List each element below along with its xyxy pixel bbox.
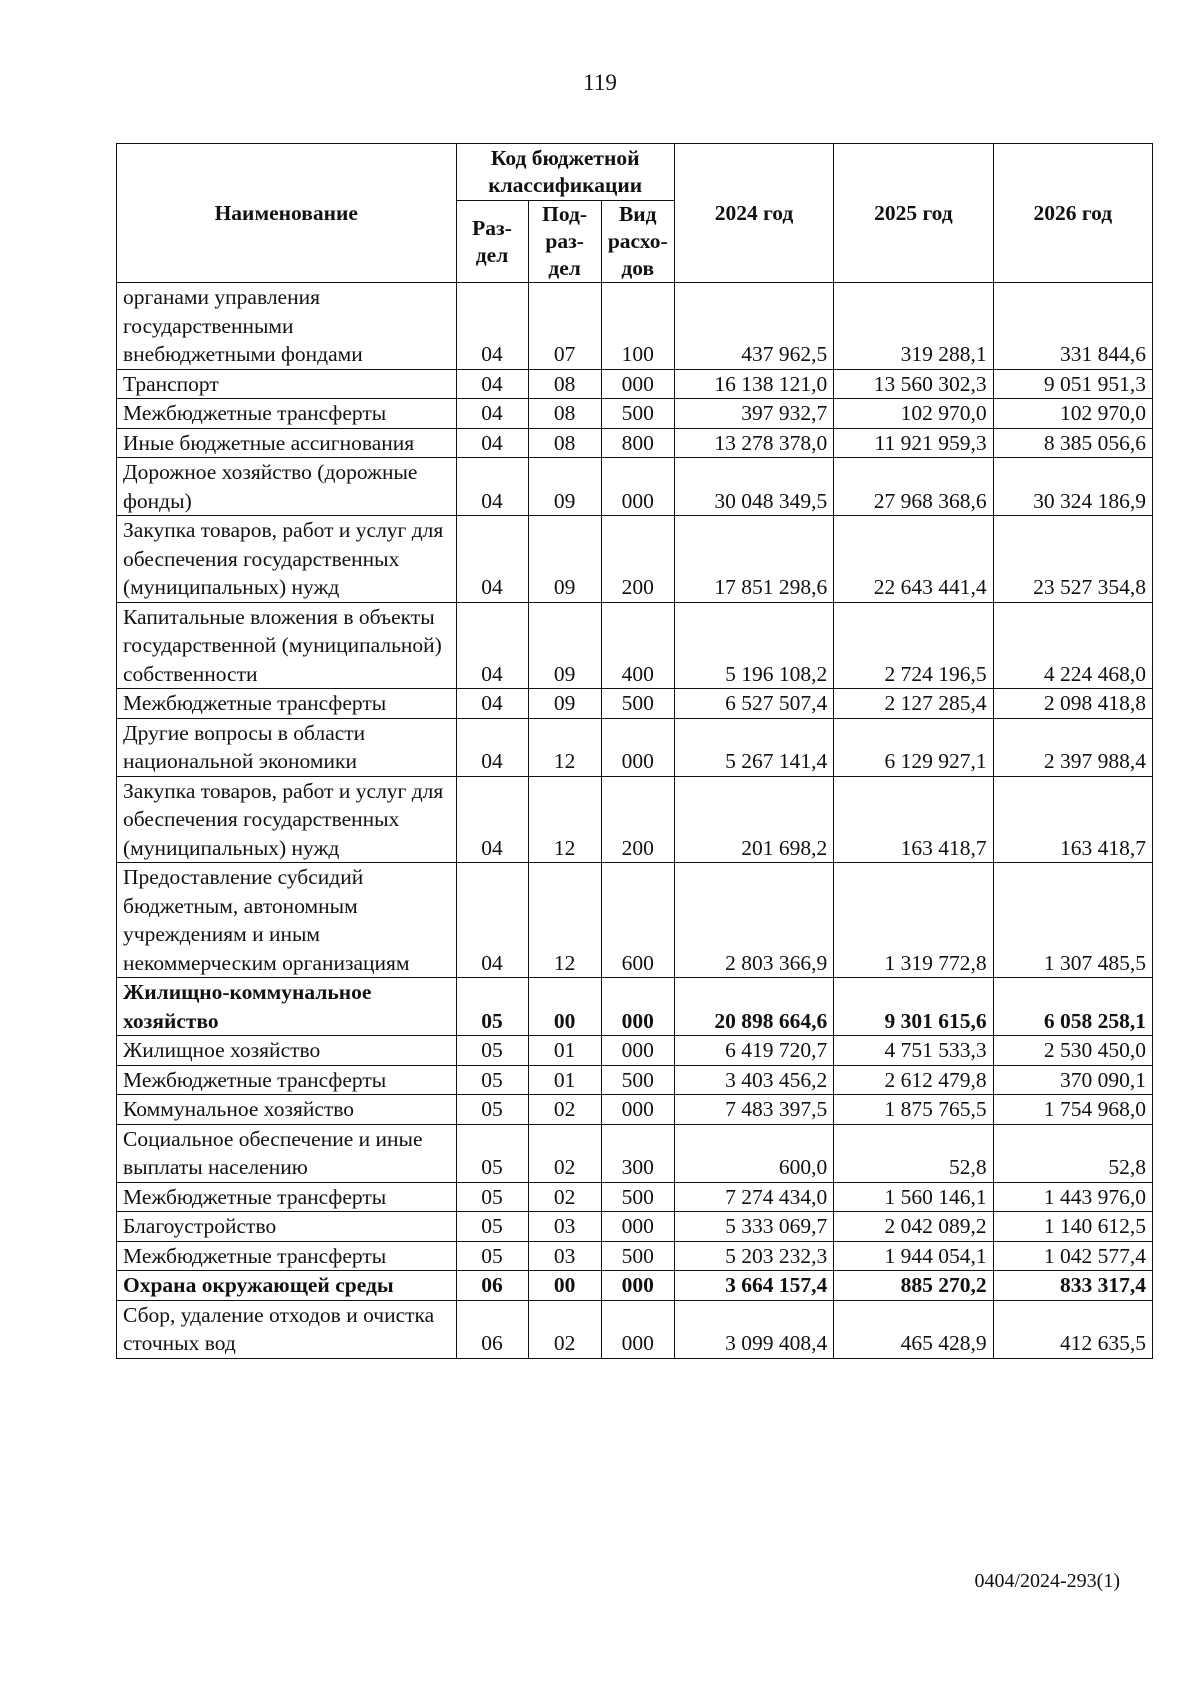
- row-razdel: 04: [456, 602, 528, 689]
- row-value-2025: 885 270,2: [834, 1271, 993, 1301]
- row-razdel: 05: [456, 1241, 528, 1271]
- table-row: [117, 428, 1153, 458]
- table-row: [117, 283, 1153, 370]
- row-value-2026: 2 530 450,0: [993, 1036, 1152, 1066]
- row-razdel: 05: [456, 1124, 528, 1182]
- row-vid: 500: [601, 1241, 674, 1271]
- row-value-2024: 2 803 366,9: [674, 863, 833, 978]
- table-row: [117, 1036, 1153, 1066]
- header-2025: 2025 год: [834, 144, 993, 283]
- row-name: Межбюджетные трансферты: [117, 1065, 457, 1095]
- row-value-2025: 2 612 479,8: [834, 1065, 993, 1095]
- row-name: Дорожное хозяйство (дорожные фонды): [117, 458, 457, 516]
- row-name: Иные бюджетные ассигнования: [117, 428, 457, 458]
- row-vid: 000: [601, 1095, 674, 1125]
- row-vid: 800: [601, 428, 674, 458]
- row-podrazdel: 01: [528, 1036, 601, 1066]
- table-row: [117, 1124, 1153, 1182]
- row-value-2024: 5 267 141,4: [674, 718, 833, 776]
- row-value-2025: 1 319 772,8: [834, 863, 993, 978]
- row-value-2024: 16 138 121,0: [674, 369, 833, 399]
- row-razdel: 04: [456, 369, 528, 399]
- table-row: [117, 369, 1153, 399]
- row-vid: 000: [601, 718, 674, 776]
- row-name: органами управления государственными внебюджетными фондами: [117, 283, 457, 370]
- row-vid: 600: [601, 863, 674, 978]
- row-name: Социальное обеспечение и иные выплаты населению: [117, 1124, 457, 1182]
- row-razdel: 05: [456, 978, 528, 1036]
- table-row: [117, 1095, 1153, 1125]
- row-name: Транспорт: [117, 369, 457, 399]
- table-row: [117, 1300, 1153, 1358]
- table-row: [117, 689, 1153, 719]
- row-name: Межбюджетные трансферты: [117, 689, 457, 719]
- row-value-2025: 2 127 285,4: [834, 689, 993, 719]
- row-podrazdel: 03: [528, 1241, 601, 1271]
- row-vid: 400: [601, 602, 674, 689]
- row-vid: 000: [601, 1212, 674, 1242]
- row-name: Другие вопросы в области национальной экономики: [117, 718, 457, 776]
- row-value-2026: 1 140 612,5: [993, 1212, 1152, 1242]
- row-name: Жилищное хозяйство: [117, 1036, 457, 1066]
- row-razdel: 05: [456, 1212, 528, 1242]
- row-vid: 200: [601, 516, 674, 603]
- row-value-2025: 163 418,7: [834, 776, 993, 863]
- row-value-2026: 1 754 968,0: [993, 1095, 1152, 1125]
- table-row: [117, 1065, 1153, 1095]
- row-value-2026: 6 058 258,1: [993, 978, 1152, 1036]
- table-row: [117, 1182, 1153, 1212]
- table-row: [117, 602, 1153, 689]
- row-razdel: 06: [456, 1300, 528, 1358]
- header-2024: 2024 год: [674, 144, 833, 283]
- row-razdel: 04: [456, 516, 528, 603]
- row-value-2024: 5 196 108,2: [674, 602, 833, 689]
- table-row: [117, 776, 1153, 863]
- row-podrazdel: 02: [528, 1095, 601, 1125]
- row-value-2025: 1 875 765,5: [834, 1095, 993, 1125]
- row-value-2026: 102 970,0: [993, 399, 1152, 429]
- row-value-2025: 1 944 054,1: [834, 1241, 993, 1271]
- row-razdel: 04: [456, 458, 528, 516]
- row-value-2024: 30 048 349,5: [674, 458, 833, 516]
- row-value-2026: 23 527 354,8: [993, 516, 1152, 603]
- row-value-2024: 600,0: [674, 1124, 833, 1182]
- row-razdel: 04: [456, 428, 528, 458]
- row-value-2026: 163 418,7: [993, 776, 1152, 863]
- row-name: Благоустройство: [117, 1212, 457, 1242]
- row-value-2025: 2 724 196,5: [834, 602, 993, 689]
- row-name: Межбюджетные трансферты: [117, 399, 457, 429]
- row-podrazdel: 09: [528, 689, 601, 719]
- row-value-2026: 9 051 951,3: [993, 369, 1152, 399]
- row-podrazdel: 01: [528, 1065, 601, 1095]
- row-podrazdel: 02: [528, 1182, 601, 1212]
- row-razdel: 05: [456, 1065, 528, 1095]
- row-value-2025: 6 129 927,1: [834, 718, 993, 776]
- row-value-2026: 1 307 485,5: [993, 863, 1152, 978]
- row-razdel: 04: [456, 718, 528, 776]
- page-number: 119: [583, 70, 617, 95]
- row-value-2025: 9 301 615,6: [834, 978, 993, 1036]
- row-value-2025: 13 560 302,3: [834, 369, 993, 399]
- row-vid: 200: [601, 776, 674, 863]
- row-value-2024: 201 698,2: [674, 776, 833, 863]
- row-value-2024: 7 483 397,5: [674, 1095, 833, 1125]
- row-name: Закупка товаров, работ и услуг для обеспечения государственных (муниципальных) нужд: [117, 516, 457, 603]
- header-code-group: Код бюджетной классификации: [456, 144, 674, 201]
- row-value-2026: 370 090,1: [993, 1065, 1152, 1095]
- row-value-2026: 833 317,4: [993, 1271, 1152, 1301]
- row-value-2025: 22 643 441,4: [834, 516, 993, 603]
- row-value-2025: 465 428,9: [834, 1300, 993, 1358]
- row-vid: 000: [601, 1036, 674, 1066]
- row-vid: 500: [601, 689, 674, 719]
- row-podrazdel: 08: [528, 428, 601, 458]
- row-razdel: 04: [456, 399, 528, 429]
- table-row: [117, 1212, 1153, 1242]
- row-vid: 300: [601, 1124, 674, 1182]
- row-name: Предоставление субсидий бюджетным, автономным учреждениям и иным некоммерческим организациям: [117, 863, 457, 978]
- row-podrazdel: 09: [528, 602, 601, 689]
- row-value-2024: 13 278 378,0: [674, 428, 833, 458]
- row-value-2026: 4 224 468,0: [993, 602, 1152, 689]
- row-razdel: 05: [456, 1036, 528, 1066]
- row-value-2026: 8 385 056,6: [993, 428, 1152, 458]
- row-value-2024: 3 664 157,4: [674, 1271, 833, 1301]
- row-podrazdel: 00: [528, 1271, 601, 1301]
- row-value-2025: 4 751 533,3: [834, 1036, 993, 1066]
- table-row: [117, 399, 1153, 429]
- row-podrazdel: 02: [528, 1300, 601, 1358]
- row-value-2025: 1 560 146,1: [834, 1182, 993, 1212]
- row-podrazdel: 00: [528, 978, 601, 1036]
- row-value-2026: 331 844,6: [993, 283, 1152, 370]
- row-podrazdel: 12: [528, 776, 601, 863]
- row-value-2024: 6 527 507,4: [674, 689, 833, 719]
- row-name: Межбюджетные трансферты: [117, 1241, 457, 1271]
- budget-table: [116, 143, 1153, 1359]
- row-name: Капитальные вложения в объекты государственной (муниципальной) собственности: [117, 602, 457, 689]
- row-value-2024: 5 333 069,7: [674, 1212, 833, 1242]
- row-value-2025: 52,8: [834, 1124, 993, 1182]
- row-razdel: 04: [456, 776, 528, 863]
- table-row: [117, 863, 1153, 978]
- row-podrazdel: 07: [528, 283, 601, 370]
- row-value-2026: 1 042 577,4: [993, 1241, 1152, 1271]
- header-razdel: Раз- дел: [456, 201, 528, 283]
- table-row: [117, 516, 1153, 603]
- row-name: Коммунальное хозяйство: [117, 1095, 457, 1125]
- row-podrazdel: 12: [528, 863, 601, 978]
- table-row: [117, 978, 1153, 1036]
- row-value-2025: 2 042 089,2: [834, 1212, 993, 1242]
- row-value-2024: 6 419 720,7: [674, 1036, 833, 1066]
- row-razdel: 05: [456, 1182, 528, 1212]
- row-razdel: 04: [456, 283, 528, 370]
- row-name: Межбюджетные трансферты: [117, 1182, 457, 1212]
- document-id: 0404/2024-293(1): [974, 1570, 1120, 1592]
- row-value-2024: 3 403 456,2: [674, 1065, 833, 1095]
- row-vid: 500: [601, 1182, 674, 1212]
- row-vid: 100: [601, 283, 674, 370]
- row-name: Охрана окружающей среды: [117, 1271, 457, 1301]
- row-value-2024: 437 962,5: [674, 283, 833, 370]
- row-podrazdel: 12: [528, 718, 601, 776]
- row-vid: 500: [601, 399, 674, 429]
- table-row: [117, 1241, 1153, 1271]
- header-2026: 2026 год: [993, 144, 1152, 283]
- row-podrazdel: 09: [528, 516, 601, 603]
- table-row: [117, 458, 1153, 516]
- row-value-2024: 17 851 298,6: [674, 516, 833, 603]
- row-vid: 000: [601, 369, 674, 399]
- row-value-2025: 27 968 368,6: [834, 458, 993, 516]
- row-value-2024: 5 203 232,3: [674, 1241, 833, 1271]
- row-podrazdel: 08: [528, 399, 601, 429]
- header-podrazdel: Под- раз- дел: [528, 201, 601, 283]
- row-name: Жилищно-коммунальное хозяйство: [117, 978, 457, 1036]
- row-name: Закупка товаров, работ и услуг для обеспечения государственных (муниципальных) нужд: [117, 776, 457, 863]
- row-value-2024: 3 099 408,4: [674, 1300, 833, 1358]
- header-name: Наименование: [117, 144, 457, 283]
- row-vid: 000: [601, 978, 674, 1036]
- row-value-2025: 102 970,0: [834, 399, 993, 429]
- row-vid: 000: [601, 1300, 674, 1358]
- table-row: [117, 718, 1153, 776]
- table-row: [117, 1271, 1153, 1301]
- row-value-2024: 7 274 434,0: [674, 1182, 833, 1212]
- row-podrazdel: 03: [528, 1212, 601, 1242]
- row-vid: 000: [601, 458, 674, 516]
- row-value-2024: 20 898 664,6: [674, 978, 833, 1036]
- row-value-2026: 412 635,5: [993, 1300, 1152, 1358]
- header-vid: Вид расхо- дов: [601, 201, 674, 283]
- row-vid: 500: [601, 1065, 674, 1095]
- row-podrazdel: 02: [528, 1124, 601, 1182]
- row-razdel: 05: [456, 1095, 528, 1125]
- row-name: Сбор, удаление отходов и очистка сточных вод: [117, 1300, 457, 1358]
- row-value-2026: 30 324 186,9: [993, 458, 1152, 516]
- row-razdel: 06: [456, 1271, 528, 1301]
- row-value-2026: 2 098 418,8: [993, 689, 1152, 719]
- row-razdel: 04: [456, 689, 528, 719]
- row-vid: 000: [601, 1271, 674, 1301]
- row-value-2026: 52,8: [993, 1124, 1152, 1182]
- row-value-2026: 2 397 988,4: [993, 718, 1152, 776]
- row-value-2026: 1 443 976,0: [993, 1182, 1152, 1212]
- row-razdel: 04: [456, 863, 528, 978]
- row-value-2025: 11 921 959,3: [834, 428, 993, 458]
- row-podrazdel: 08: [528, 369, 601, 399]
- row-podrazdel: 09: [528, 458, 601, 516]
- row-value-2024: 397 932,7: [674, 399, 833, 429]
- row-value-2025: 319 288,1: [834, 283, 993, 370]
